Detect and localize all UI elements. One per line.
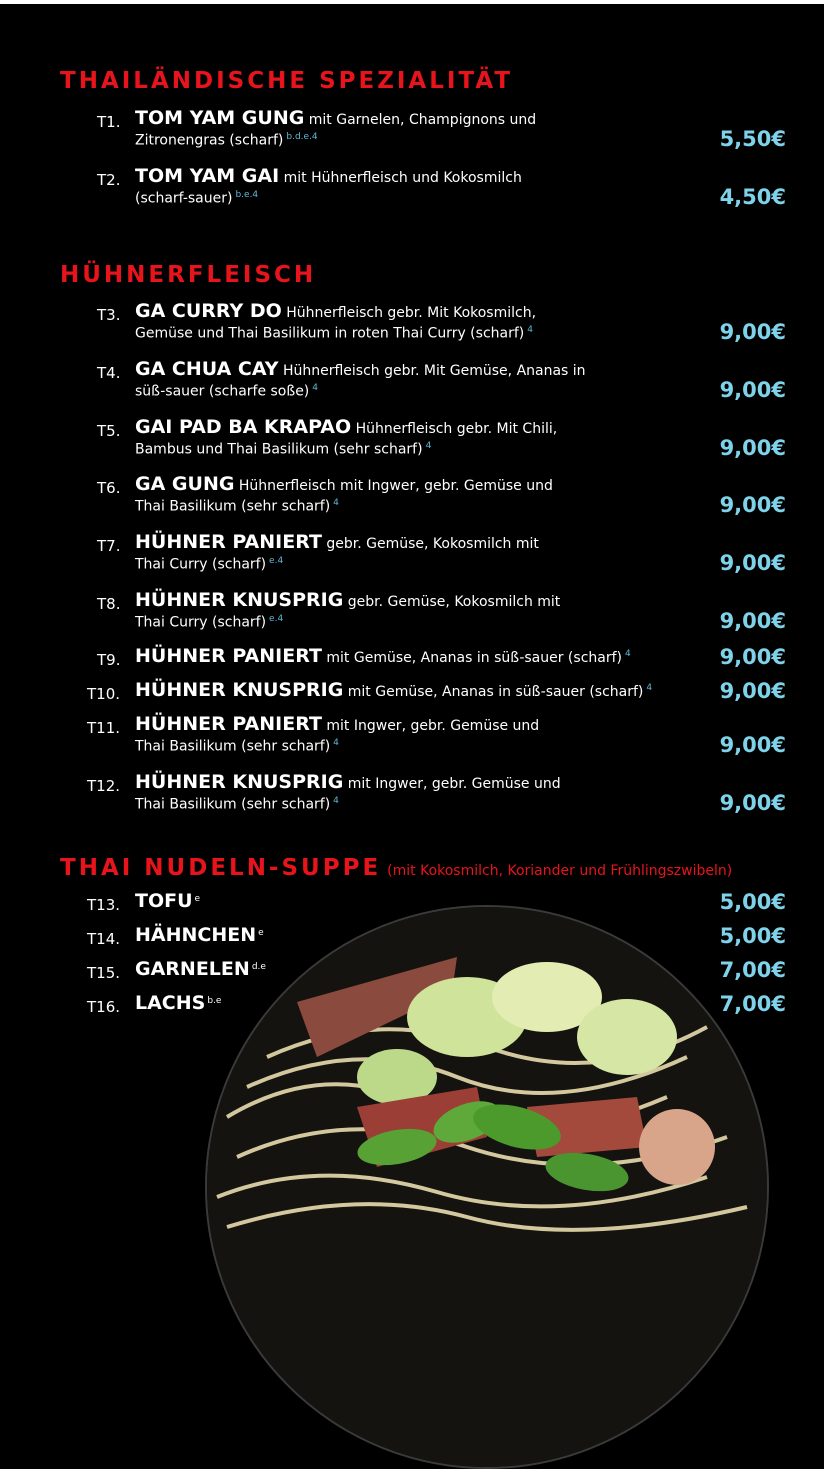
item-description: mit Ingwer, gebr. Gemüse und [321, 718, 540, 734]
item-description: mit Gemüse, Ananas in süß-sauer (scharf) [343, 684, 644, 700]
item-description: mit Garnelen, Champignons und [304, 112, 537, 128]
item-description-continued [135, 383, 318, 400]
item-price: 9,00€ [719, 791, 786, 815]
item-line [135, 992, 221, 1014]
section-title-text: THAI NUDELN-SUPPE [60, 855, 382, 881]
item-line [135, 473, 553, 495]
item-line [135, 890, 200, 912]
item-line [135, 645, 631, 667]
item-name: HÜHNER KNUSPRIG [135, 589, 344, 611]
item-description-continued [135, 132, 318, 149]
item-line [135, 679, 652, 701]
item-price: 5,50€ [719, 127, 786, 151]
item-name: GA CHUA CAY [135, 358, 279, 380]
item-code: T6. [97, 479, 121, 497]
item-line [135, 713, 539, 735]
top-border [0, 0, 824, 4]
item-name: HÜHNER KNUSPRIG [135, 771, 344, 793]
item-description-continued [135, 556, 283, 573]
item-name: TOM YAM GUNG [135, 107, 305, 129]
item-code: T9. [97, 651, 121, 669]
item-description: Zitronengras (scharf) [135, 132, 284, 149]
item-name: HÜHNER PANIERT [135, 645, 322, 667]
item-name: HÄHNCHEN [135, 924, 257, 946]
item-line [135, 771, 561, 793]
noodle-illustration [207, 907, 767, 1467]
item-description: Bambus und Thai Basilikum (sehr scharf) [135, 441, 423, 458]
item-code: T8. [97, 595, 121, 613]
item-description: mit Hühnerfleisch und Kokosmilch [279, 170, 522, 186]
section-title-chicken: HÜHNERFLEISCH [60, 262, 317, 288]
item-code: T11. [87, 719, 121, 737]
item-description: Thai Basilikum (sehr scharf) [135, 498, 331, 515]
item-line [135, 300, 536, 322]
item-description: (scharf-sauer) [135, 190, 233, 207]
item-price: 9,00€ [719, 320, 786, 344]
section-note: (mit Kokosmilch, Koriander und Frühlingszwibeln) [387, 863, 733, 879]
item-code: T16. [87, 998, 121, 1016]
allergen-note: b.e.4 [235, 190, 259, 200]
item-name: HÜHNER PANIERT [135, 531, 322, 553]
item-price: 5,00€ [719, 924, 786, 948]
item-description-continued [135, 498, 339, 515]
item-line [135, 416, 557, 438]
item-description-continued [135, 738, 339, 755]
item-description: süß-sauer (scharfe soße) [135, 383, 310, 400]
allergen-note: 4 [312, 383, 319, 393]
item-price: 9,00€ [719, 551, 786, 575]
item-code: T5. [97, 422, 121, 440]
item-name: TOFU [135, 890, 193, 912]
item-description: Thai Curry (scharf) [135, 614, 267, 631]
allergen-note: 4 [625, 648, 631, 659]
item-line [135, 165, 522, 187]
item-code: T15. [87, 964, 121, 982]
item-line [135, 358, 586, 380]
item-description: mit Gemüse, Ananas in süß-sauer (scharf) [321, 650, 622, 666]
allergen-note: 4 [333, 738, 339, 748]
item-description-continued [135, 441, 431, 458]
item-name: TOM YAM GAI [135, 165, 280, 187]
item-description: Hühnerfleisch gebr. Mit Kokosmilch, [281, 305, 537, 321]
item-description: Hühnerfleisch mit Ingwer, gebr. Gemüse und [234, 478, 553, 494]
item-code: T7. [97, 537, 121, 555]
item-description-continued [135, 614, 283, 631]
item-price: 4,50€ [719, 185, 786, 209]
allergen-note: 4 [333, 796, 339, 806]
item-price: 9,00€ [719, 733, 786, 757]
item-price: 9,00€ [719, 679, 786, 703]
item-name: GAI PAD BA KRAPAO [135, 416, 352, 438]
allergen-note: e [258, 927, 264, 938]
item-price: 5,00€ [719, 890, 786, 914]
item-price: 7,00€ [719, 992, 786, 1016]
item-code: T3. [97, 306, 121, 324]
item-price: 9,00€ [719, 378, 786, 402]
allergen-note: 4 [425, 441, 432, 451]
item-description: Thai Basilikum (sehr scharf) [135, 738, 331, 755]
item-name: GA CURRY DO [135, 300, 282, 322]
allergen-note: 4 [527, 325, 533, 335]
item-line [135, 107, 536, 129]
item-code: T1. [97, 113, 121, 131]
allergen-note: b.e [207, 995, 222, 1006]
item-code: T12. [87, 777, 121, 795]
item-description: gebr. Gemüse, Kokosmilch mit [343, 594, 561, 610]
item-code: T14. [87, 930, 121, 948]
item-price: 9,00€ [719, 493, 786, 517]
item-price: 9,00€ [719, 609, 786, 633]
item-line [135, 531, 539, 553]
item-price: 7,00€ [719, 958, 786, 982]
allergen-note: 4 [333, 498, 339, 508]
item-line [135, 958, 266, 980]
item-name: GA GUNG [135, 473, 235, 495]
allergen-note: d.e [251, 961, 266, 972]
allergen-note: 4 [646, 682, 653, 693]
item-description-continued [135, 796, 339, 813]
item-description: Gemüse und Thai Basilikum in roten Thai Curry (scharf) [135, 325, 525, 342]
item-description-continued [135, 190, 258, 207]
allergen-note: e.4 [269, 556, 284, 566]
item-name: HÜHNER KNUSPRIG [135, 679, 344, 701]
item-description: gebr. Gemüse, Kokosmilch mit [321, 536, 539, 552]
item-line [135, 589, 560, 611]
item-description: Thai Basilikum (sehr scharf) [135, 796, 331, 813]
item-line [135, 924, 264, 946]
item-name: HÜHNER PANIERT [135, 713, 322, 735]
item-code: T2. [97, 171, 121, 189]
item-price: 9,00€ [719, 645, 786, 669]
item-code: T10. [87, 685, 121, 703]
allergen-note: e [194, 893, 201, 904]
section-title-thai-specialties: THAILÄNDISCHE SPEZIALITÄT [60, 68, 514, 94]
item-name: LACHS [135, 992, 206, 1014]
item-code: T13. [87, 896, 121, 914]
section-title-thai-noodle-soup [60, 855, 732, 881]
item-code: T4. [97, 364, 121, 382]
allergen-note: b.d.e.4 [286, 132, 318, 142]
item-description: mit Ingwer, gebr. Gemüse und [343, 776, 561, 792]
item-name: GARNELEN [135, 958, 250, 980]
noodle-soup-photo [205, 905, 769, 1469]
item-description: Thai Curry (scharf) [135, 556, 267, 573]
item-description: Hühnerfleisch gebr. Mit Chili, [351, 421, 558, 437]
item-price: 9,00€ [719, 436, 786, 460]
item-description-continued [135, 325, 533, 342]
allergen-note: e.4 [269, 614, 284, 624]
item-description: Hühnerfleisch gebr. Mit Gemüse, Ananas in [278, 363, 586, 379]
